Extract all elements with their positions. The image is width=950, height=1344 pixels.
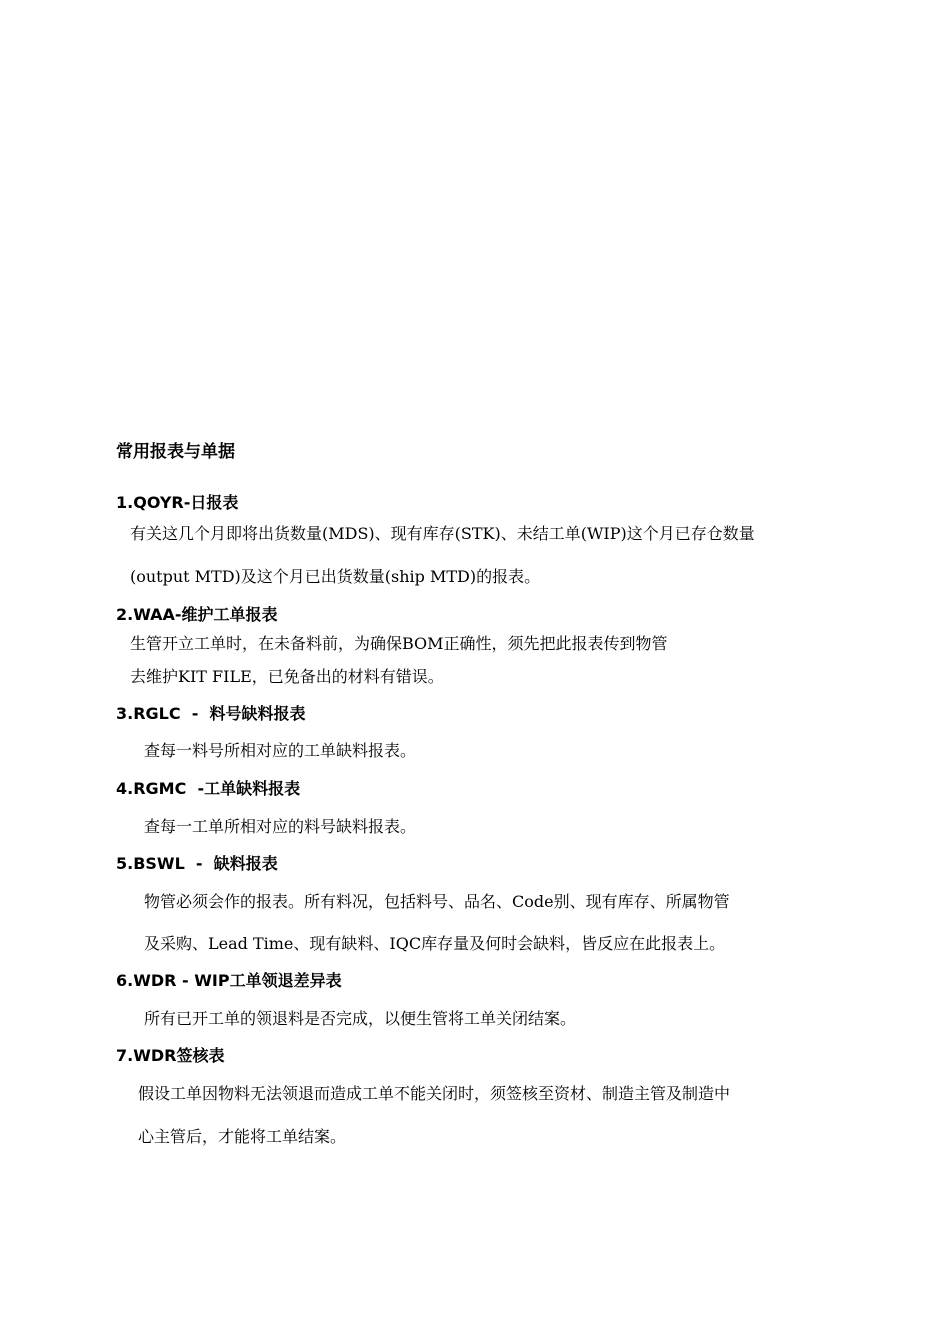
section-heading: 2.WAA-维护工单报表 (116, 605, 278, 624)
section-text: 心主管后，才能将工单结案。 (138, 1127, 347, 1146)
section-text: 有关这几个月即将出货数量(MDS)、现有库存(STK)、未结工单(WIP)这个月已存仓数量 (130, 524, 755, 543)
section-text: 所有已开工单的领退料是否完成，以便生管将工单关闭结案。 (144, 1009, 577, 1028)
section-text: 假设工单因物料无法领退而造成工单不能关闭时，须签核至资材、制造主管及制造中 (138, 1084, 731, 1103)
report-section-wdr-signoff (116, 1044, 876, 1149)
section-text: 去维护KIT FILE，已免备出的材料有错误。 (130, 667, 444, 686)
section-heading: 1.QOYR-日报表 (116, 493, 239, 512)
section-text: 查每一料号所相对应的工单缺料报表。 (144, 741, 417, 760)
report-section-qoyr (116, 491, 876, 589)
report-list (116, 491, 876, 1149)
section-text: 物管必须会作的报表。所有料况，包括料号、品名、Code别、现有库存、所属物管 (144, 892, 730, 911)
section-text: 生管开立工单时，在未备料前，为确保BOM正确性，须先把此报表传到物管 (130, 634, 668, 653)
section-text: (output MTD)及这个月已出货数量(ship MTD)的报表。 (130, 567, 541, 586)
section-heading: 6.WDR - WIP工单领退差异表 (116, 971, 342, 990)
report-section-waa (116, 603, 876, 689)
section-heading: 5.BSWL - 缺料报表 (116, 854, 278, 873)
report-section-wdr-wip (116, 969, 876, 1031)
report-section-rgmc (116, 777, 876, 839)
section-text: 查每一工单所相对应的料号缺料报表。 (144, 817, 417, 836)
document-title: 常用报表与单据 (116, 442, 235, 462)
section-heading: 7.WDR签核表 (116, 1046, 225, 1065)
section-text: 及采购、Lead Time、现有缺料、IQC库存量及何时会缺料，皆反应在此报表上。 (144, 934, 726, 953)
section-heading: 4.RGMC -工单缺料报表 (116, 779, 301, 798)
report-section-rglc (116, 702, 876, 763)
section-heading: 3.RGLC - 料号缺料报表 (116, 704, 306, 723)
report-section-bswl (116, 852, 876, 956)
